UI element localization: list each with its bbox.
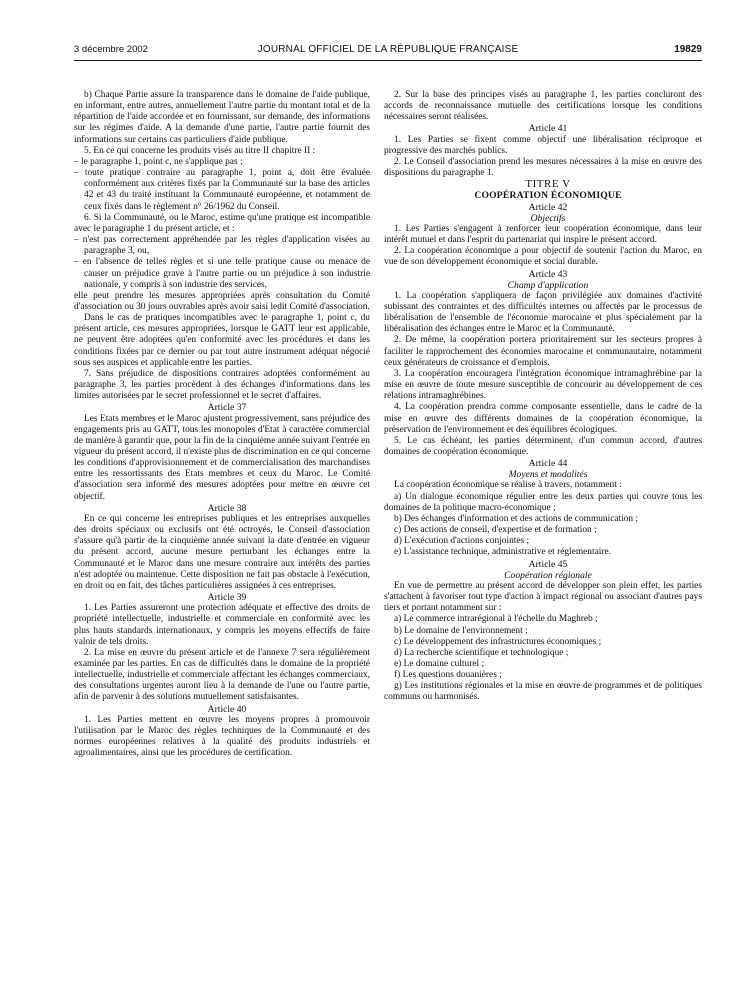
article-heading: Article 39: [207, 592, 247, 604]
paragraph: 2. La coopération économique a pour objectif de soutenir l'action du Maroc, en vue de son développement économique et social durable.: [384, 246, 702, 268]
header-rule: [74, 60, 702, 61]
article-heading: Article 37: [207, 402, 247, 414]
list-item: – toute pratique contraire au paragraphe 1, point a, doit être évaluée conformément aux critères fixés par la Communauté sur la base des articles 42 et 43 du traité instituant la Communauté européenne, et notamment de ceux fixés dans le règlement n° 26/1962 du Conseil.: [74, 168, 370, 212]
article-heading: Article 42: [528, 201, 568, 213]
list-item: d) La recherche scientifique et technologique ;: [394, 647, 569, 658]
list-item: g) Les institutions régionales et la mise en œuvre de programmes et de politiques communs ou harmonisés.: [384, 681, 702, 703]
article-subtitle: Moyens et modalités: [508, 469, 588, 481]
paragraph: En vue de permettre au présent accord de développer son plein effet, les parties s'attachent à favoriser tout type d'action à impact régional ou associant d'autres pays tiers et portant notamment sur :: [384, 580, 702, 614]
list-item: e) Le domaine culturel ;: [394, 658, 485, 669]
list-item: c) Le développement des infrastructures économiques ;: [394, 636, 602, 647]
paragraph: 5. En ce qui concerne les produits visés au titre II chapitre II :: [84, 145, 316, 156]
paragraph: 1. Les Parties se fixent comme objectif une libéralisation réciproque et progressive des marchés publics.: [384, 134, 702, 156]
paragraph: 3. La coopération encouragera l'intégration économique intramaghrébine par la mise en œuvre de toute mesure susceptible de concourir au développement de ces relations intramaghrébines.: [384, 368, 702, 402]
paragraph: 1. La coopération s'appliquera de façon privilégiée aux domaines d'activité subissant des contraintes et des difficultés internes ou affectés par le processus de libéralisation de l'ensemble de l'économie marocaine et plus spécialement par la libéralisation des échanges entre le Maroc et la Communauté.: [384, 290, 702, 335]
list-item: b) Le domaine de l'environnement ;: [394, 625, 528, 636]
article-heading: Article 38: [207, 502, 247, 514]
article-heading: Article 41: [528, 123, 568, 135]
list-item: e) L'assistance technique, administrative et réglementaire.: [394, 547, 611, 558]
paragraph: 4. La coopération prendra comme composante essentielle, dans le cadre de la mise en œuvre des différents domaines de la coopération économique, la préservation de l'environnement et des équilibres écologiques.: [384, 402, 702, 435]
header-date: 3 décembre 2002: [74, 44, 148, 55]
article-subtitle: Coopération régionale: [504, 569, 592, 581]
journal-title: JOURNAL OFFICIEL DE LA RÉPUBLIQUE FRANÇAISE: [257, 44, 519, 55]
list-item: a) Le commerce intrarégional à l'échelle du Maghreb ;: [394, 614, 598, 625]
article-heading: Article 40: [207, 703, 247, 715]
left-column: [74, 90, 370, 970]
paragraph: 2. De même, la coopération portera prioritairement sur les secteurs propres à faciliter le rapprochement des économies marocaine et communautaire, notamment ceux générateurs de croissance et d'emplois.: [384, 335, 702, 368]
list-item: – n'est pas correctement appréhendée par les règles d'application visées au paragraphe 3, ou,: [74, 235, 370, 257]
paragraph: elle peut prendre les mesures appropriées après consultation du Comité d'association ou 30 jours ouvrables après avoir saisi ledit Comité d'association.: [74, 290, 370, 312]
paragraph: 1. Les Parties assureront une protection adéquate et effective des droits de propriété intellectuelle, industrielle et commerciale en conformité avec les plus hauts standards internationaux, y compris les moyens effectifs de faire valoir de tels droits.: [74, 603, 370, 647]
title-subheading: COOPÉRATION ÉCONOMIQUE: [474, 190, 622, 202]
paragraph: 2. Le Conseil d'association prend les mesures nécessaires à la mise en œuvre des dispositions du paragraphe 1.: [384, 156, 702, 179]
article-subtitle: Champ d'application: [507, 279, 589, 291]
paragraph: 1. Les Parties s'engagent à renforcer leur coopération économique, dans leur intérêt mutuel et dans l'esprit du partenariat qui inspire le présent accord.: [384, 223, 702, 246]
paragraph: 5. Le cas échéant, les parties déterminent, d'un commun accord, d'autres domaines de coopération économique.: [384, 435, 702, 457]
list-item: b) Des échanges d'information et des actions de communication ;: [394, 513, 639, 524]
article-heading: Article 44: [528, 458, 568, 470]
paragraph: Les Etats membres et le Maroc ajustent progressivement, sans préjudice des engagements pris au GATT, tous les monopoles d'Etat à caractère commercial de manière à garantir que, pour la fin de la cinquième année suivant l'entrée en vigueur du présent accord, il n'existe plus de discrimination en ce qui concerne les conditions d'approvisionnement et de commercialisation des marchandises entre les ressortissants des Etats membres et ceux du Maroc. Le Comité d'association sera informé des mesures adoptées pour mettre en œuvre cet objectif.: [74, 413, 370, 502]
paragraph: La coopération économique se réalise à travers, notamment :: [394, 480, 622, 491]
page-number: 19829: [674, 44, 702, 55]
right-column: [384, 90, 702, 970]
list-item: – le paragraphe 1, point c, ne s'applique pas ;: [74, 156, 243, 167]
list-item: f) Les questions douanières ;: [394, 670, 502, 681]
paragraph: 7. Sans préjudice de dispositions contraires adoptées conformément au paragraphe 3, les parties procèdent à des échanges d'informations dans les limites autorisées par le secret professionnel et le secret d'affaires.: [74, 368, 370, 402]
paragraph: 2. La mise en œuvre du présent article et de l'annexe 7 sera régulièrement examinée par les parties. En cas de difficultés dans le domaine de la propriété intellectuelle, industrielle et commerciale affectant les échanges commerciaux, des consultations urgentes auront lieu à la demande de l'une ou l'autre partie, afin de parvenir à des solutions mutuellement satisfaisantes.: [74, 647, 370, 703]
paragraph: 2. Sur la base des principes visés au paragraphe 1, les parties concluront des accords de reconnaissance mutuelle des certifications lorsque les conditions nécessaires seront réalisées.: [384, 90, 702, 123]
list-item: c) Des actions de conseil, d'expertise et de formation ;: [394, 525, 597, 536]
paragraph: 1. Les Parties mettent en œuvre les moyens propres à promouvoir l'utilisation par le Maroc des règles techniques de la Communauté et des normes européennes relatives à la qualité des produits industriels et agroalimentaires, ainsi que les procédures de certification.: [74, 714, 370, 759]
list-item: – en l'absence de telles règles et si une telle pratique cause ou menace de causer un préjudice grave à l'autre partie ou un préjudice à son industrie nationale, y compris à son industrie des services,: [74, 257, 370, 290]
article-heading: Article 43: [528, 268, 568, 280]
running-header: [74, 44, 702, 60]
paragraph: En ce qui concerne les entreprises publiques et les entreprises auxquelles des droits spéciaux ou exclusifs ont été octroyés, le Conseil d'association s'assure qu'à partir de la cinquième année suivant la date d'entrée en vigueur du présent accord, aucune mesure perturbant les échanges entre la Communauté et le Maroc dans une mesure contraire aux intérêts des parties n'est adoptée ou maintenue. Cette disposition ne fait pas obstacle à l'exécution, en droit ou en fait, des tâches particulières assignées à ces entreprises.: [74, 513, 370, 591]
paragraph: Dans le cas de pratiques incompatibles avec le paragraphe 1, point c, du présent article, ces mesures appropriées, lorsque le GATT leur est applicable, ne peuvent être adoptées qu'en conformité avec les procédures et dans les conditions fixées par ce dernier ou par tout autre instrument adéquat négocié sous ses auspices et applicable entre les parties.: [74, 313, 370, 368]
article-subtitle: Objectifs: [530, 212, 566, 224]
paragraph: b) Chaque Partie assure la transparence dans le domaine de l'aide publique, en informant, entre autres, annuellement l'autre partie du montant total et de la répartition de l'aide accordée et en fournissant, sur demande, des informations sur les régimes d'aide. A la demande d'une partie, l'autre partie fournit des informations sur certains cas particuliers d'aide publique.: [74, 90, 370, 145]
list-item: d) L'exécution d'actions conjointes ;: [394, 536, 530, 547]
list-item: a) Un dialogue économique régulier entre les deux parties qui couvre tous les domaines de la politique macro-économique ;: [384, 491, 702, 513]
article-heading: Article 45: [528, 558, 568, 570]
title-heading: TITRE V: [525, 178, 571, 191]
paragraph: 6. Si la Communauté, ou le Maroc, estime qu'une pratique est incompatible avec le paragraphe 1 du présent article, et :: [74, 212, 370, 234]
